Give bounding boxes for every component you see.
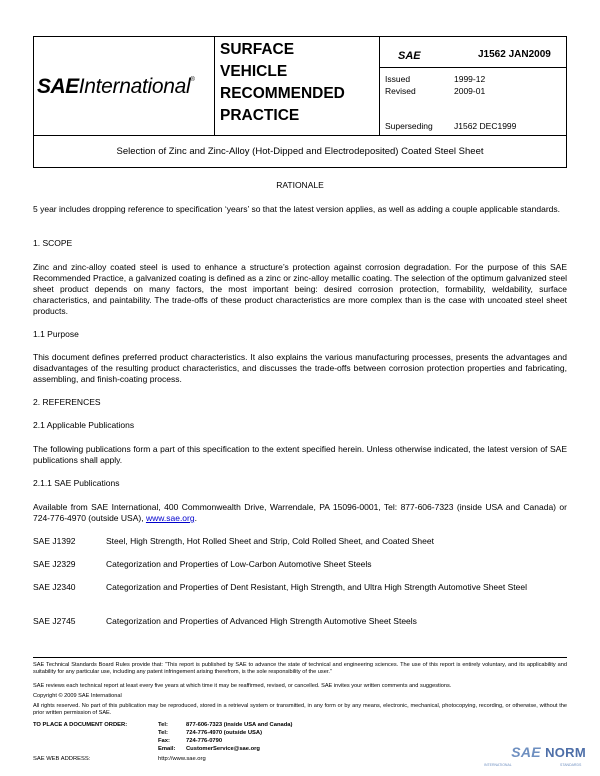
purpose-heading: 1.1 Purpose (33, 329, 79, 339)
fax-label: Fax: (158, 738, 170, 744)
revised-value: 2009-01 (454, 86, 486, 96)
issued-value: 1999-12 (454, 74, 486, 84)
sae-international-logo (37, 75, 195, 99)
footer-copyright: Copyright © 2009 SAE International (33, 693, 122, 699)
footer-rules: SAE Technical Standards Board Rules provide that: “This report is published by SAE to advance the state of technical and engineering sciences. The use of this report is entirely voluntary, and its applicability and suitability for any particular use, including any patent infringement arising therefrom, is the sole responsibility of the user.” (33, 662, 567, 675)
doctype-line: SURFACE (220, 41, 295, 58)
revised-label: Revised (385, 86, 416, 96)
doctype-line: VEHICLE (220, 63, 288, 80)
reference-description: Steel, High Strength, Hot Rolled Sheet and Strip, Cold Rolled Sheet, and Coated Sheet (106, 536, 434, 546)
doctype-line: PRACTICE (220, 107, 300, 124)
header-divider (379, 37, 380, 135)
availability-period: . (194, 513, 197, 523)
tel2-value: 724-776-4970 (outside USA) (186, 730, 263, 736)
logo-sae: SAE (37, 75, 79, 98)
superseding-label: Superseding (385, 121, 433, 131)
scope-heading: 1. SCOPE (33, 238, 73, 248)
tel1-value: 877-606-7323 (inside USA and Canada) (186, 722, 293, 728)
superseding-value: J1562 DEC1999 (454, 121, 517, 131)
rationale-text: 5 year includes dropping reference to specification ‘years’ so that the latest version applies, as well as adding a couple applicable standards. (33, 204, 560, 214)
document-header (33, 36, 567, 136)
email-value[interactable]: CustomerService@sae.org (186, 746, 260, 752)
rationale-heading: RATIONALE (276, 180, 324, 190)
footer-divider (33, 657, 567, 658)
logo-trademark: ® (190, 77, 195, 83)
header-divider (214, 37, 215, 135)
document-title: Selection of Zinc and Zinc-Alloy (Hot-Dipped and Electrodeposited) Coated Steel Sheet (33, 136, 567, 168)
availability-text (33, 502, 567, 524)
reference-description: Categorization and Properties of Dent Resistant, High Strength, and Ultra High Strength Automotive Sheet Steel (106, 582, 527, 592)
order-label: TO PLACE A DOCUMENT ORDER: (33, 722, 128, 728)
reference-code: SAE J2329 (33, 559, 76, 569)
header-divider (379, 67, 566, 68)
footer-review: SAE reviews each technical report at least every five years at which time it may be reaffirmed, revised, or cancelled. SAE invites your written comments and suggestions. (33, 683, 452, 689)
issued-label: Issued (385, 74, 411, 84)
email-label: Email: (158, 746, 176, 752)
reference-code: SAE J1392 (33, 536, 76, 546)
watermark-sub-right: STANDARDS (560, 763, 582, 767)
availability-sentence: Available from SAE International, 400 Commonwealth Drive, Warrendale, PA 15096-0001, Tel: 877-606-7323 (inside USA and Canada) or 724-776-4970 (outside USA), (33, 502, 567, 523)
footer-rights: All rights reserved. No part of this publication may be reproduced, stored in a retrieval system or transmitted, in any form or by any means, electronic, mechanical, photocopying, recording, or otherwise, without the prior written permission of SAE. (33, 703, 567, 716)
logo-international: International (78, 75, 191, 98)
purpose-text: This document defines preferred product characteristics. It also explains the various manufacturing processes, presents the advantages and disadvantages of the resulting product characteristics, and discusses the trade-offs between corrosion protection properties and fabricating, assembling, and finish-coating process. (33, 352, 567, 384)
document-number: J1562 JAN2009 (478, 49, 551, 60)
reference-code: SAE J2340 (33, 582, 76, 592)
watermark-sub-left: INTERNATIONAL (484, 763, 512, 767)
doctype-line: RECOMMENDED (220, 85, 345, 102)
watermark-sae: SAE (511, 744, 541, 760)
scope-text: Zinc and zinc-alloy coated steel is used to enhance a structure’s protection against corrosion degradation. For the purpose of this SAE Recommended Practice, a galvanized coating is defined as a zinc or zinc-alloy metallic coating. The selection of the optimum galvanized steel sheet product depends on many factors, the most important being: desired corrosion protection, formability, weldability, surface characteristics, and paintability. The trade-offs of these product characteristics are more complex than is the case with uncoated steel sheet products. (33, 262, 567, 316)
tel1-label: Tel: (158, 722, 168, 728)
web-label: SAE WEB ADDRESS: (33, 756, 91, 762)
sae-website-link[interactable]: www.sae.org (145, 513, 195, 523)
references-heading: 2. REFERENCES (33, 397, 101, 407)
tel2-label: Tel: (158, 730, 168, 736)
web-value[interactable]: http://www.sae.org (158, 756, 206, 762)
fax-value: 724-776-0790 (186, 738, 223, 744)
reference-code: SAE J2745 (33, 616, 76, 626)
applicable-publications-heading: 2.1 Applicable Publications (33, 420, 135, 430)
sae-publications-heading: 2.1.1 SAE Publications (33, 478, 120, 488)
sae-norm-watermark (511, 744, 586, 760)
sae-mark-small: SAE (398, 50, 421, 62)
reference-description: Categorization and Properties of Advanced High Strength Automotive Sheet Steels (106, 616, 417, 626)
document-type (220, 39, 345, 127)
watermark-norm: NORM (545, 745, 586, 760)
applicable-text: The following publications form a part of this specification to the extent specified herein. Unless otherwise indicated, the latest version of SAE publications shall apply. (33, 444, 567, 465)
reference-description: Categorization and Properties of Low-Carbon Automotive Sheet Steels (106, 559, 372, 569)
